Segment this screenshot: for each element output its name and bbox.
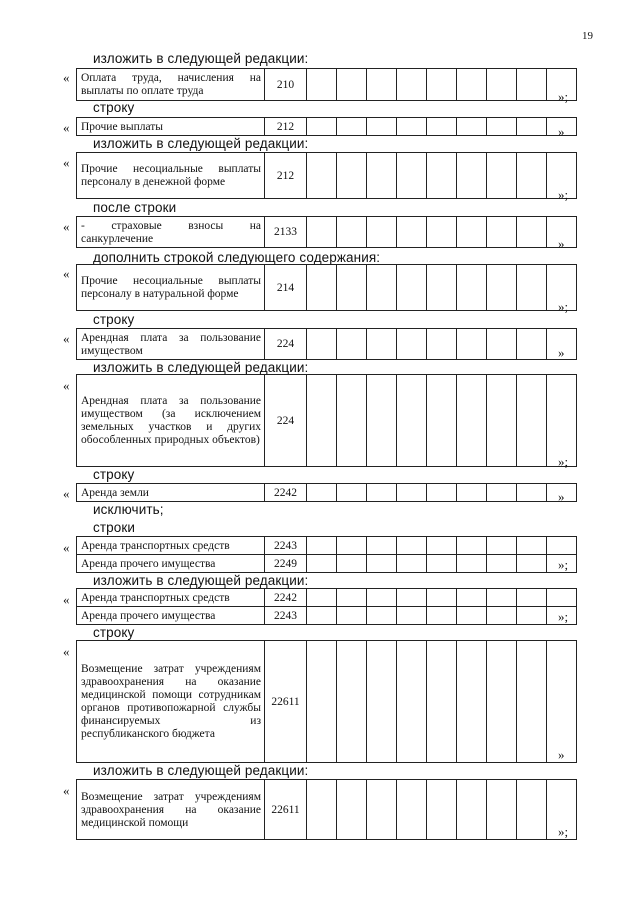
table-row [77, 375, 577, 467]
instruction-text: изложить в следующей редакции: [93, 573, 309, 588]
table-row [77, 217, 577, 248]
row-code: 2242 [265, 484, 307, 502]
open-quote: « [63, 266, 70, 281]
budget-table-fragment [76, 152, 577, 199]
row-name: Арендная плата за пользование имуществом [77, 329, 265, 360]
row-name: Возмещение затрат учреждениям здравоохранения на оказание медицинской помощи [77, 780, 265, 840]
table-row [77, 641, 577, 763]
row-code: 2133 [265, 217, 307, 248]
instruction-text: строку [93, 100, 135, 115]
row-name: Аренда прочего имущества [77, 555, 265, 573]
budget-table-fragment [76, 536, 577, 573]
row-code: 22611 [265, 780, 307, 840]
table-row [77, 153, 577, 199]
row-name: Аренда прочего имущества [77, 607, 265, 625]
row-code: 212 [265, 118, 307, 136]
row-name: Аренда транспортных средств [77, 537, 265, 555]
close-quote: » [558, 124, 565, 139]
row-name: Прочие выплаты [77, 118, 265, 136]
close-quote: »; [558, 609, 569, 624]
close-quote: »; [558, 824, 569, 839]
close-quote: »; [558, 187, 569, 202]
instruction-text: изложить в следующей редакции: [93, 136, 309, 151]
close-quote: » [558, 236, 565, 251]
budget-table-fragment [76, 328, 577, 360]
instruction-text: изложить в следующей редакции: [93, 360, 309, 375]
row-code: 224 [265, 329, 307, 360]
row-code: 2243 [265, 537, 307, 555]
table-row [77, 607, 577, 625]
open-quote: « [63, 155, 70, 170]
table-row [77, 589, 577, 607]
budget-table-fragment [76, 779, 577, 840]
row-code: 2249 [265, 555, 307, 573]
row-name: Прочие несоциальные выплаты персоналу в натуральной форме [77, 265, 265, 311]
instruction-text: строку [93, 312, 135, 327]
table-row [77, 265, 577, 311]
row-code: 210 [265, 69, 307, 101]
close-quote: »; [558, 454, 569, 469]
budget-table-fragment [76, 483, 577, 502]
close-quote: » [558, 489, 565, 504]
row-code: 212 [265, 153, 307, 199]
row-name: Аренда земли [77, 484, 265, 502]
open-quote: « [63, 331, 70, 346]
table-row [77, 329, 577, 360]
budget-table-fragment [76, 640, 577, 763]
open-quote: « [63, 540, 70, 555]
open-quote: « [63, 70, 70, 85]
open-quote: « [63, 592, 70, 607]
instruction-text: строки [93, 520, 135, 535]
close-quote: » [558, 747, 565, 762]
row-code: 214 [265, 265, 307, 311]
close-quote: »; [558, 89, 569, 104]
budget-table-fragment [76, 588, 577, 625]
budget-table-fragment [76, 374, 577, 467]
row-name: Прочие несоциальные выплаты персоналу в денежной форме [77, 153, 265, 199]
instruction-text: исключить; [93, 502, 164, 517]
table-row [77, 780, 577, 840]
instruction-text: строку [93, 467, 135, 482]
row-code: 224 [265, 375, 307, 467]
close-quote: » [558, 345, 565, 360]
table-row [77, 69, 577, 101]
table-row [77, 118, 577, 136]
close-quote: »; [558, 299, 569, 314]
open-quote: « [63, 219, 70, 234]
instruction-text: строку [93, 625, 135, 640]
budget-table-fragment [76, 264, 577, 311]
open-quote: « [63, 120, 70, 135]
row-name: Возмещение затрат учреждениям здравоохранения на оказание медицинской помощи сотрудникам органов противопожарной службы финансируемых из республиканского бюджета [77, 641, 265, 763]
instruction-text: изложить в следующей редакции: [93, 763, 309, 778]
open-quote: « [63, 783, 70, 798]
open-quote: « [63, 486, 70, 501]
page-number: 19 [582, 30, 593, 42]
budget-table-fragment [76, 117, 577, 136]
table-row [77, 555, 577, 573]
open-quote: « [63, 378, 70, 393]
budget-table-fragment [76, 68, 577, 101]
instruction-text: изложить в следующей редакции: [93, 51, 309, 66]
open-quote: « [63, 644, 70, 659]
table-row [77, 484, 577, 502]
row-code: 22611 [265, 641, 307, 763]
budget-table-fragment [76, 216, 577, 248]
table-row [77, 537, 577, 555]
row-code: 2242 [265, 589, 307, 607]
row-name: Арендная плата за пользование имуществом (за исключением земельных участков и других обособленных природных объектов) [77, 375, 265, 467]
row-name: Аренда транспортных средств [77, 589, 265, 607]
close-quote: »; [558, 557, 569, 572]
instruction-text: дополнить строкой следующего содержания: [93, 250, 381, 265]
instruction-text: после строки [93, 200, 177, 215]
row-name: Оплата труда, начисления на выплаты по оплате труда [77, 69, 265, 101]
row-code: 2243 [265, 607, 307, 625]
row-name: - страховые взносы на санкурлечение [77, 217, 265, 248]
